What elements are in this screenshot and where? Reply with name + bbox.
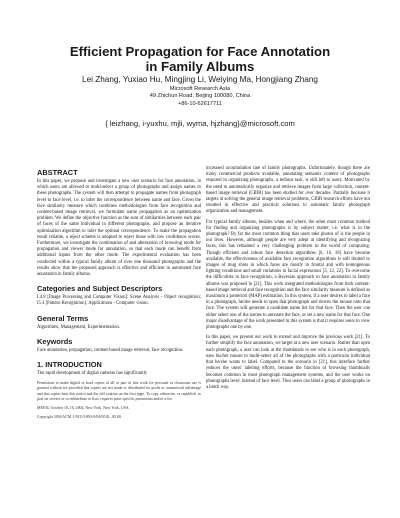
affiliation-org: Microsoft Research Asia <box>169 86 231 92</box>
title-line-2: in Family Albums <box>145 59 255 74</box>
terms-heading: General Terms <box>37 313 89 323</box>
intro-paragraph-2: For typical family albums, besides when and where, the other most common method for finding and organizing photographs is by subject matter, i.e. what is in the photograph? By far the most common thing that users take photos of is the people in our lives. However, although people are very adept at identifying and recognizing faces, this has remained a very challenging problem in the world of computing. Though efficient and robust face detection algorithms [6, 16, 18] have become available, the effectiveness of available face recognition algorithms is still limited to images of mug shots in which faces are mostly in frontal and with homogenous lighting conditions and small variations in facial expressions [3, 12, 22]. To overcome the difficulties in face recognition, a Bayesian approach to face annotation in family albums was proposed in [21]. This work integrated methodologies from both content-based image retrieval and face recognition and the face similarity measure is defined as maximum a posteriori (MAP) estimation. In this system, if a user desires to label a face in a photograph, he/she needs to open that photograph and moves the mouse onto that face. The system will generate a candidate name list for that face. Then the user can either select one of the names to annotate the face, or set a new name for that face. One major disadvantage of the work presented in this system is that it requires users to view photographs one by one. <box>206 219 370 331</box>
right-column <box>206 166 370 395</box>
abstract-text: In this paper, we propose and investigate a new user scenario for face annotation, in which users are allowed to multi-select a group of photographs and assign names to these photographs. The system will then attempt to propagate names from photograph level to face level, i.e. to infer the correspondence between name and face. Given the face similarity measure which combines methodologies from face recognition and content-based image retrieval, we formulate name propagation as an optimization problem. We define the objective function as the sum of similarities between each pair of faces of the same individual in different photographs, and propose an iterative optimization algorithm to infer the optimal correspondence. To make the propagation result reliable, a reject scheme is adopted to reject those with low confidence scores. Furthermore, we investigate the combination of and alternation of browsing mode for propagation and viewer mode for annotation, so that each mode can benefit from additional inputs from the other mode. The experimental evaluation has been conducted within a typical family album of over one thousand photographs and the results show that the proposed approach is effective and efficient in automated face annotation in family albums. <box>37 179 201 278</box>
introduction-text: The rapid development of digital cameras has significantly <box>37 371 148 377</box>
copyright-note: Copyright 2004 ACM 1-58113-893-8/04/0010...$5.00. <box>37 415 122 420</box>
conference-note: MM'04, October 10–16, 2004, New York, New York, USA. <box>37 406 130 411</box>
categories-text: I.4.8 [Image Processing and Computer Vision]: Scene Analysis - Object recognition; I5.4 [Pattern Recognition]: Applications - Computer vision. <box>37 295 201 307</box>
intro-paragraph-1: increased accumulation rate of family photographs. Unfortunately, though there are many commercial products available, annotating semantic content of photographs required in organizing photographs, a tedious task, is still left to users. Motivated by the need to automatically organize and retrieve images from large collection, content-based image retrieval (CBIR) has been studied for over decades. Partially because it targets at solving the general image retrieval problems, CBIR research efforts have not resulted in effective and practical solutions to automatic family photograph organization and management. <box>206 166 370 215</box>
keywords-heading: Keywords <box>37 336 73 346</box>
author-emails: { leizhang, i-yuxhu, mjli, wyma, hjzhang}@microsoft.com <box>105 119 295 128</box>
left-column <box>37 168 201 424</box>
affiliation-address: 49 Zhichun Road, Beijing 100080, China <box>149 93 251 100</box>
author-list: Lei Zhang, Yuxiao Hu, Mingjing Li, Weiying Ma, Hongjiang Zhang <box>82 75 318 84</box>
abstract-heading: ABSTRACT <box>37 168 78 177</box>
paper-title <box>20 44 380 74</box>
keywords-text: Face annotation, propagation, content-based image retrieval, face recognition. <box>37 347 184 353</box>
categories-heading: Categories and Subject Descriptors <box>37 284 163 294</box>
introduction-heading: 1. INTRODUCTION <box>37 360 102 370</box>
title-line-1: Efficient Propagation for Face Annotation <box>69 44 331 59</box>
terms-text: Algorithms, Management, Experimentation. <box>37 324 120 330</box>
affiliation-phone: +86-10-62617711 <box>178 100 222 107</box>
intro-paragraph-3: In this paper, we present our work to extend and improve the previous work [21]. To further simplify the face annotation, we target at a new user scenario. Rather than open each photograph, a user can look at the thumbnails to see who is in each photograph, uses his/her mouse to multi-select all of the photographs with a particular individual that he/she wants to label. Compared to the scenario in [21], this interface further reduces the users' labeling efforts, because the function of browsing thumbnails becomes common in most photograph management systems, and the user works on photographs level, instead of face level. Thus users can label a group of photographs in a batch way. <box>206 335 370 390</box>
affiliation <box>20 86 380 108</box>
permission-note: Permission to make digital or hard copies of all or part of this work for personal or classroom use is granted without fee provided that copies are not made or distributed for profit or commercial advantage and that copies bear this notice and the full citation on the first page. To copy otherwise, or republish, to post on servers or to redistribute to lists, requires prior specific permission and/or a fee. <box>37 381 201 401</box>
